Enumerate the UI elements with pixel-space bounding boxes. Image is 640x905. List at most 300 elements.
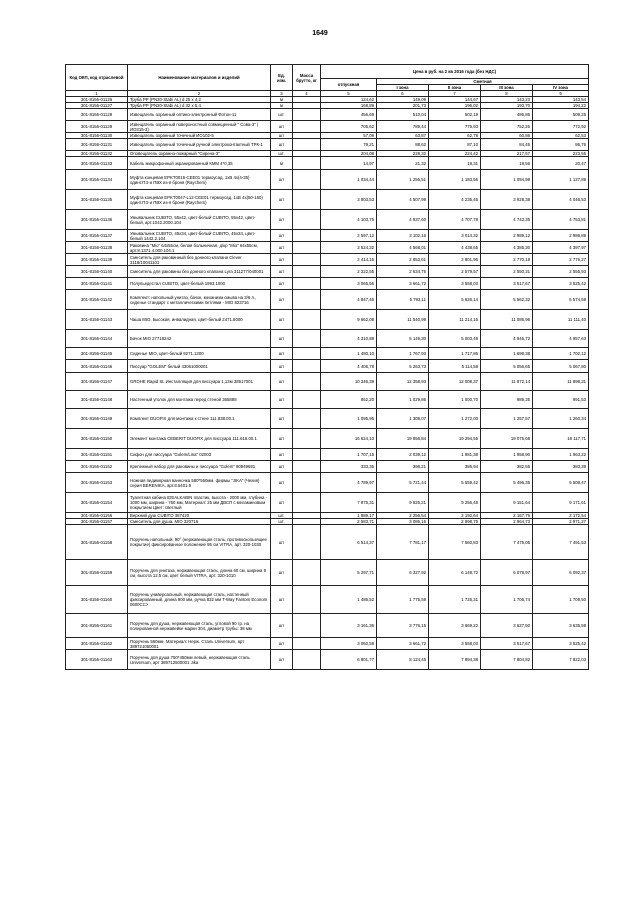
row-name: Смеситель для раковинный без донного клапана Clever 3118/10041101 <box>128 254 271 266</box>
row-name: Извещатель охранный точечный ИО102-5 <box>128 133 271 139</box>
row-wholesale-price: 204,08 <box>321 151 377 157</box>
row-wholesale-price: 7 875,31 <box>321 493 377 513</box>
table-row <box>66 242 589 254</box>
row-zone-2-price: 9 256,45 <box>429 493 481 513</box>
row-name: Труба PP (PN20-Stabi AL) d 25 х 4,2 <box>128 97 271 103</box>
row-unit: м <box>271 157 293 170</box>
row-name: Раковина "Mio" 64х55см, белая больничная, д/кр "Mio" 64х55см, арт.8.1371.4.000.104.1 <box>128 242 271 254</box>
row-code: 301-8156-01135 <box>66 190 128 210</box>
row-unit: шт <box>271 330 293 348</box>
row-code: 301-8156-01136 <box>66 210 128 230</box>
row-name: Поручень для унитаза, нержавеющая сталь, длина 60 см, ширина 9 см, высота 12,5 см, цвет белый VITRA, арт. 320-1010 <box>128 560 271 586</box>
row-zone-1-price: 201,73 <box>377 103 429 109</box>
row-code: 301-8156-01157 <box>66 519 128 525</box>
row-zone-4-price: 223,55 <box>533 151 589 157</box>
row-wholesale-price: 1 486,52 <box>321 586 377 614</box>
row-unit: шт <box>271 373 293 391</box>
row-unit: шт <box>271 290 293 310</box>
row-zone-3-price: 143,23 <box>481 97 533 103</box>
table-row <box>66 493 589 513</box>
row-wholesale-price: 9 662,09 <box>321 310 377 330</box>
row-name: Сифон для писсуара "Golem/Lina" 02003 <box>128 449 271 461</box>
row-zone-4-price: 11 111,40 <box>533 310 589 330</box>
row-unit: шт <box>271 348 293 360</box>
header-zone-2: II зона <box>429 85 481 91</box>
row-mass <box>293 461 321 473</box>
row-zone-2-price: 87,10 <box>429 139 481 151</box>
row-unit: шт <box>271 525 293 560</box>
row-zone-1-price: 1 767,93 <box>377 348 429 360</box>
table-row <box>66 230 589 242</box>
row-zone-3-price: 3 517,67 <box>481 278 533 290</box>
table-row <box>66 391 589 409</box>
column-index: 3 <box>271 91 293 97</box>
row-zone-2-price: 5 114,58 <box>429 360 481 373</box>
row-mass <box>293 586 321 614</box>
row-unit: шт <box>271 139 293 151</box>
row-wholesale-price: 4 310,88 <box>321 330 377 348</box>
row-zone-2-price: 11 214,16 <box>429 310 481 330</box>
row-zone-1-price: 5 793,11 <box>377 290 429 310</box>
table-row <box>66 139 589 151</box>
row-zone-4-price: 1 702,12 <box>533 348 589 360</box>
row-code: 301-8156-01141 <box>66 278 128 290</box>
row-mass <box>293 230 321 242</box>
row-zone-3-price: 5 496,35 <box>481 473 533 493</box>
row-zone-1-price: 2 039,12 <box>377 449 429 461</box>
row-zone-4-price: 11 898,31 <box>533 373 589 391</box>
table-row <box>66 109 589 121</box>
row-code: 301-8156-01154 <box>66 493 128 513</box>
row-zone-4-price: 3 525,42 <box>533 638 589 650</box>
row-zone-2-price: 3 558,03 <box>429 638 481 650</box>
table-row <box>66 254 589 266</box>
row-zone-3-price: 6 078,97 <box>481 560 533 586</box>
row-zone-3-price: 11 872,14 <box>481 373 533 391</box>
row-zone-3-price: 382,55 <box>481 461 533 473</box>
row-code: 301-8156-01160 <box>66 586 128 614</box>
row-zone-4-price: 1 127,89 <box>533 170 589 190</box>
row-code: 301-8156-01156 <box>66 513 128 519</box>
row-zone-1-price: 2 256,54 <box>377 513 429 519</box>
row-zone-4-price: 5 508,47 <box>533 473 589 493</box>
row-mass <box>293 254 321 266</box>
row-zone-1-price: 1 029,86 <box>377 391 429 409</box>
row-zone-3-price: 2 770,18 <box>481 254 533 266</box>
row-wholesale-price: 3 803,53 <box>321 190 377 210</box>
row-name: Крепежный набор для раковины и писсуара "Golem" 90949691 <box>128 461 271 473</box>
row-wholesale-price: 4 406,78 <box>321 360 377 373</box>
row-zone-1-price: 5 263,73 <box>377 360 429 373</box>
row-code: 301-8156-01152 <box>66 461 128 473</box>
row-unit: шт <box>271 429 293 449</box>
row-zone-2-price: 6 148,72 <box>429 560 481 586</box>
row-zone-3-price: 3 517,67 <box>481 638 533 650</box>
row-mass <box>293 121 321 133</box>
column-index: 7 <box>429 91 481 97</box>
column-index: 5 <box>321 91 377 97</box>
header-zone-1: I зона <box>377 85 429 91</box>
row-zone-4-price: 86,76 <box>533 139 589 151</box>
row-zone-4-price: 509,25 <box>533 109 589 121</box>
row-zone-4-price: 2 172,54 <box>533 513 589 519</box>
row-unit: шт <box>271 560 293 586</box>
table-row <box>66 360 589 373</box>
row-name: Комплект DUOFIX для монтажа к стене 111.838.00.1 <box>128 409 271 429</box>
row-mass <box>293 242 321 254</box>
header-code: Код ОКП, код отраслевой <box>66 65 128 91</box>
row-name: Туалетная кабина IDEALKABIN пластик, высота - 2000 мм, глубина - 1000 мм, ширина - 760 мм, Материал: 25 мм ДВСП с меламиновым покрытием Цвет: светлый <box>128 493 271 513</box>
row-zone-4-price: 4 046,53 <box>533 190 589 210</box>
row-zone-4-price: 4 957,63 <box>533 330 589 348</box>
row-zone-4-price: 772,92 <box>533 121 589 133</box>
row-zone-3-price: 2 167,76 <box>481 513 533 519</box>
row-code: 301-8156-01128 <box>66 109 128 121</box>
table-row <box>66 614 589 638</box>
row-code: 301-8156-01146 <box>66 360 128 373</box>
row-zone-1-price: 7 781,17 <box>377 525 429 560</box>
row-mass <box>293 290 321 310</box>
row-name: Смеситель для раковины без донного клапана Lyra 311277/040001 <box>128 266 271 278</box>
row-name: Поручень для душа 750*450мм левый, нержавеющая сталь Universum, арт 389712500001 Jika <box>128 650 271 670</box>
row-mass <box>293 409 321 429</box>
column-index: 4 <box>293 91 321 97</box>
row-code: 301-8156-01133 <box>66 157 128 170</box>
row-unit: шт <box>271 473 293 493</box>
row-zone-4-price: 2 776,27 <box>533 254 589 266</box>
row-zone-3-price: 7 804,82 <box>481 650 533 670</box>
row-zone-1-price: 4 937,60 <box>377 210 429 230</box>
column-index: 1 <box>66 91 128 97</box>
row-wholesale-price: 6 801,77 <box>321 650 377 670</box>
column-index: 8 <box>481 91 533 97</box>
table-row <box>66 210 589 230</box>
row-zone-4-price: 19 117,71 <box>533 429 589 449</box>
row-name: Муфта концевая EPKT0047-L12-CEE01 термоусад. 1хВ 4х(50-150) одинт.ПЭ и ПВХ из-я броня (Raychem) <box>128 190 271 210</box>
row-zone-1-price: 2 634,75 <box>377 266 429 278</box>
row-unit: шт <box>271 133 293 139</box>
row-zone-1-price: 3 086,15 <box>377 519 429 525</box>
row-unit: шт <box>271 210 293 230</box>
row-mass <box>293 170 321 190</box>
row-zone-3-price: 193,70 <box>481 103 533 109</box>
row-zone-1-price: 12 358,93 <box>377 373 429 391</box>
row-code: 301-8156-01138 <box>66 242 128 254</box>
row-mass <box>293 525 321 560</box>
table-row <box>66 190 589 210</box>
table-row <box>66 170 589 190</box>
row-zone-2-price: 4 707,78 <box>429 210 481 230</box>
row-zone-1-price: 3 661,72 <box>377 278 429 290</box>
row-code: 301-8156-01147 <box>66 373 128 391</box>
row-code: 301-8156-01142 <box>66 290 128 310</box>
row-unit: шт <box>271 586 293 614</box>
row-wholesale-price: 2 597,12 <box>321 230 377 242</box>
row-zone-1-price: 9 626,21 <box>377 493 429 513</box>
row-zone-1-price: 2 853,61 <box>377 254 429 266</box>
row-mass <box>293 109 321 121</box>
row-code: 301-8156-01132 <box>66 151 128 157</box>
row-zone-1-price: 8 124,45 <box>377 650 429 670</box>
row-unit: м <box>271 97 293 103</box>
row-zone-2-price: 1 717,86 <box>429 348 481 360</box>
row-name: Поручень напольный, 90° (нержавеющая сталь, противоскользящее покрытие) фиксированное положение 95 см VITRA, арт. 320-1030 <box>128 525 271 560</box>
row-zone-2-price: 62,78 <box>429 133 481 139</box>
row-zone-2-price: 502,19 <box>429 109 481 121</box>
row-wholesale-price: 3 060,58 <box>321 638 377 650</box>
row-unit: шт. <box>271 513 293 519</box>
row-wholesale-price: 3 624,32 <box>321 242 377 254</box>
row-mass <box>293 330 321 348</box>
row-unit: шт <box>271 493 293 513</box>
row-zone-2-price: 5 003,49 <box>429 330 481 348</box>
row-zone-1-price: 6 327,92 <box>377 560 429 586</box>
row-zone-1-price: 11 540,99 <box>377 310 429 330</box>
table-row <box>66 121 589 133</box>
header-zone-4: IV зона <box>533 85 589 91</box>
row-zone-4-price: 5 067,80 <box>533 360 589 373</box>
header-price: Цена в руб. на 2 кв 2016 года (без НДС) <box>321 65 589 79</box>
row-name: Писсуар "GOLEM" белый 43061000001 <box>128 360 271 373</box>
row-wholesale-price: 57,09 <box>321 133 377 139</box>
row-code: 301-8156-01130 <box>66 133 128 139</box>
row-unit: шт <box>271 310 293 330</box>
row-zone-2-price: 775,93 <box>429 121 481 133</box>
row-zone-2-price: 7 894,38 <box>429 650 481 670</box>
row-wholesale-price: 1 480,10 <box>321 348 377 360</box>
row-zone-4-price: 4 397,97 <box>533 242 589 254</box>
table-row <box>66 310 589 330</box>
row-name: GROHE Rapid SL Инсталляция для писсуара 1,13м 38517001 <box>128 373 271 391</box>
row-zone-4-price: 991,53 <box>533 391 589 409</box>
row-wholesale-price: 3 161,36 <box>321 614 377 638</box>
row-code: 301-8156-01153 <box>66 473 128 493</box>
row-wholesale-price: 456,69 <box>321 109 377 121</box>
row-mass <box>293 157 321 170</box>
row-zone-2-price: 7 560,83 <box>429 525 481 560</box>
row-name: Поручень универсальный, нержавеющая сталь, настенный фиксированный, длина 900 мм, ручка 832 мм T-Way Fantom Econom 0600CC> <box>128 586 271 614</box>
row-zone-3-price: 18,56 <box>481 157 533 170</box>
table-row <box>66 373 589 391</box>
row-zone-1-price: 19 856,84 <box>377 429 429 449</box>
row-unit: шт <box>271 461 293 473</box>
column-index: 6 <box>377 91 429 97</box>
row-zone-1-price: 789,44 <box>377 121 429 133</box>
row-zone-4-price: 2 971,27 <box>533 519 589 525</box>
table-row <box>66 278 589 290</box>
row-code: 301-8156-01151 <box>66 449 128 461</box>
row-code: 301-8156-01137 <box>66 230 128 242</box>
row-code: 301-8156-01134 <box>66 170 128 190</box>
row-zone-1-price: 1 775,59 <box>377 586 429 614</box>
row-unit: шт <box>271 650 293 670</box>
row-wholesale-price: 862,20 <box>321 391 377 409</box>
row-name: Элемент монтажа CEBERIT DUOFIX для писсуара 111.616.00.1 <box>128 429 271 449</box>
row-zone-1-price: 63,87 <box>377 133 429 139</box>
row-wholesale-price: 5 297,71 <box>321 560 377 586</box>
row-zone-2-price: 18,31 <box>429 157 481 170</box>
page-number: 1649 <box>312 30 328 37</box>
column-index: 2 <box>128 91 271 97</box>
row-mass <box>293 373 321 391</box>
row-zone-3-price: 5 562,32 <box>481 290 533 310</box>
row-unit: шт. <box>271 109 293 121</box>
row-unit: шт. <box>271 151 293 157</box>
row-code: 301-8156-01126 <box>66 97 128 103</box>
row-zone-4-price: 62,53 <box>533 133 589 139</box>
row-zone-3-price: 3 627,50 <box>481 614 533 638</box>
row-zone-4-price: 9 171,61 <box>533 493 589 513</box>
row-zone-4-price: 2 555,93 <box>533 266 589 278</box>
table-row <box>66 409 589 429</box>
row-code: 301-8156-01145 <box>66 348 128 360</box>
row-zone-2-price: 196,02 <box>429 103 481 109</box>
row-zone-2-price: 3 558,03 <box>429 278 481 290</box>
row-zone-1-price: 149,09 <box>377 97 429 103</box>
row-zone-4-price: 7 491,53 <box>533 525 589 560</box>
row-zone-2-price: 1 725,31 <box>429 586 481 614</box>
row-name: Умывальник CUBITO, 45х34, цвет-белый CUBITO, 45х34, цвет-белый 1442.2.104 <box>128 230 271 242</box>
row-mass <box>293 278 321 290</box>
header-mass: Масса брутто, кг <box>293 65 321 91</box>
table-row <box>66 290 589 310</box>
row-name: Чаша MIO, высокая, инвалидная, цвет-белый 2471.8000 <box>128 310 271 330</box>
row-zone-1-price: 88,62 <box>377 139 429 151</box>
row-zone-4-price: 383,39 <box>533 461 589 473</box>
table-row <box>66 429 589 449</box>
table-row <box>66 525 589 560</box>
table-row <box>66 449 589 461</box>
row-wholesale-price: 1 707,15 <box>321 449 377 461</box>
row-name: Смеситель для душа. MIO 320716 <box>128 519 271 525</box>
row-zone-2-price: 5 626,14 <box>429 290 481 310</box>
row-unit: шт <box>271 409 293 429</box>
row-zone-4-price: 7 822,03 <box>533 650 589 670</box>
row-wholesale-price: 4 847,46 <box>321 290 377 310</box>
row-mass <box>293 190 321 210</box>
row-zone-2-price: 386,94 <box>429 461 481 473</box>
row-zone-3-price: 1 094,98 <box>481 170 533 190</box>
row-wholesale-price: 1 034,44 <box>321 170 377 190</box>
row-zone-1-price: 3 661,72 <box>377 638 429 650</box>
row-name: Бачок MIO 27718242 <box>128 330 271 348</box>
column-index: 9 <box>533 91 589 97</box>
row-mass <box>293 560 321 586</box>
row-zone-1-price: 3 776,15 <box>377 614 429 638</box>
row-unit: шт <box>271 121 293 133</box>
row-zone-3-price: 2 964,73 <box>481 519 533 525</box>
row-zone-3-price: 752,26 <box>481 121 533 133</box>
row-unit: шт <box>271 360 293 373</box>
row-zone-4-price: 5 574,58 <box>533 290 589 310</box>
row-code: 301-8156-01161 <box>66 614 128 638</box>
row-zone-3-price: 217,57 <box>481 151 533 157</box>
table-row <box>66 473 589 493</box>
row-mass <box>293 429 321 449</box>
row-zone-3-price: 1 698,38 <box>481 348 533 360</box>
row-name: Полупьедестал CUBITO, цвет-белый 1993.1000 <box>128 278 271 290</box>
row-zone-3-price: 84,45 <box>481 139 533 151</box>
row-name: Извещатель охранный поверхностный совмещенный " Сова-3" ( ИО315-3) <box>128 121 271 133</box>
row-code: 301-8156-01127 <box>66 103 128 109</box>
row-zone-4-price: 3 525,42 <box>533 278 589 290</box>
row-zone-4-price: 1 709,50 <box>533 586 589 614</box>
row-unit: шт <box>271 254 293 266</box>
row-code: 301-8156-01143 <box>66 310 128 330</box>
row-mass <box>293 266 321 278</box>
row-zone-2-price: 3 669,22 <box>429 614 481 638</box>
table-row <box>66 560 589 586</box>
row-wholesale-price: 1 095,95 <box>321 409 377 429</box>
row-wholesale-price: 79,21 <box>321 139 377 151</box>
row-wholesale-price: 4 103,75 <box>321 210 377 230</box>
row-wholesale-price: 14,97 <box>321 157 377 170</box>
row-name: Кабель микрофонный экранированный КММ 4*0,35 <box>128 157 271 170</box>
row-mass <box>293 310 321 330</box>
table-row <box>66 461 589 473</box>
row-unit: шт <box>271 230 293 242</box>
row-zone-1-price: 1 309,07 <box>377 409 429 429</box>
row-unit: м <box>271 103 293 109</box>
row-zone-1-price: 4 568,01 <box>377 242 429 254</box>
row-zone-4-price: 6 092,37 <box>533 560 589 586</box>
row-zone-3-price: 989,35 <box>481 391 533 409</box>
header-estimate: Сметная <box>377 79 589 85</box>
row-zone-2-price: 1 183,56 <box>429 170 481 190</box>
row-zone-1-price: 3 102,16 <box>377 230 429 242</box>
row-zone-2-price: 2 192,64 <box>429 513 481 519</box>
table-body <box>66 97 589 670</box>
row-zone-2-price: 1 272,00 <box>429 409 481 429</box>
row-zone-1-price: 5 149,30 <box>377 330 429 348</box>
row-code: 301-8156-01162 <box>66 638 128 650</box>
row-zone-3-price: 4 946,72 <box>481 330 533 348</box>
row-zone-4-price: 1 260,34 <box>533 409 589 429</box>
row-zone-3-price: 19 075,68 <box>481 429 533 449</box>
row-name: Муфта концевая EPKT0015-CEE01 термоусад. 1хВ 4х(4-35) одинт.ПЭ и ПВХ из-я броня (Raychem) <box>128 170 271 190</box>
row-zone-1-price: 5 721,44 <box>377 473 429 493</box>
row-zone-2-price: 1 000,70 <box>429 391 481 409</box>
row-zone-4-price: 2 986,89 <box>533 230 589 242</box>
row-code: 301-8156-01131 <box>66 139 128 151</box>
row-mass <box>293 210 321 230</box>
row-zone-1-price: 21,32 <box>377 157 429 170</box>
row-zone-2-price: 4 235,45 <box>429 190 481 210</box>
row-name: Труба PP (PN20-Stabi AL) d 32 х 5,4 <box>128 103 271 109</box>
row-mass <box>293 449 321 461</box>
row-code: 301-8156-01158 <box>66 525 128 560</box>
table-row <box>66 586 589 614</box>
row-mass <box>293 139 321 151</box>
table-row <box>66 266 589 278</box>
row-name: Умывальник CUBITO, 55х42, цвет-белый CUBITO, 55х42, цвет-белый, арт.1042.2000.104 <box>128 210 271 230</box>
row-mass <box>293 638 321 650</box>
row-zone-3-price: 3 928,38 <box>481 190 533 210</box>
row-mass <box>293 360 321 373</box>
row-wholesale-price: 3 065,56 <box>321 278 377 290</box>
row-code: 301-8156-01144 <box>66 330 128 348</box>
row-name: Сиденье MIO, цвет-белый 9271.1300 <box>128 348 271 360</box>
row-zone-3-price: 1 958,90 <box>481 449 533 461</box>
row-code: 301-8156-01148 <box>66 391 128 409</box>
row-unit: шт <box>271 449 293 461</box>
row-name: Поручень 560мм. Материал: Нерж. Сталь Universum, арт 389721060001 <box>128 638 271 650</box>
row-code: 301-8156-01159 <box>66 560 128 586</box>
table-row <box>66 638 589 650</box>
row-zone-2-price: 1 981,38 <box>429 449 481 461</box>
row-zone-2-price: 144,67 <box>429 97 481 103</box>
row-unit: шт <box>271 190 293 210</box>
